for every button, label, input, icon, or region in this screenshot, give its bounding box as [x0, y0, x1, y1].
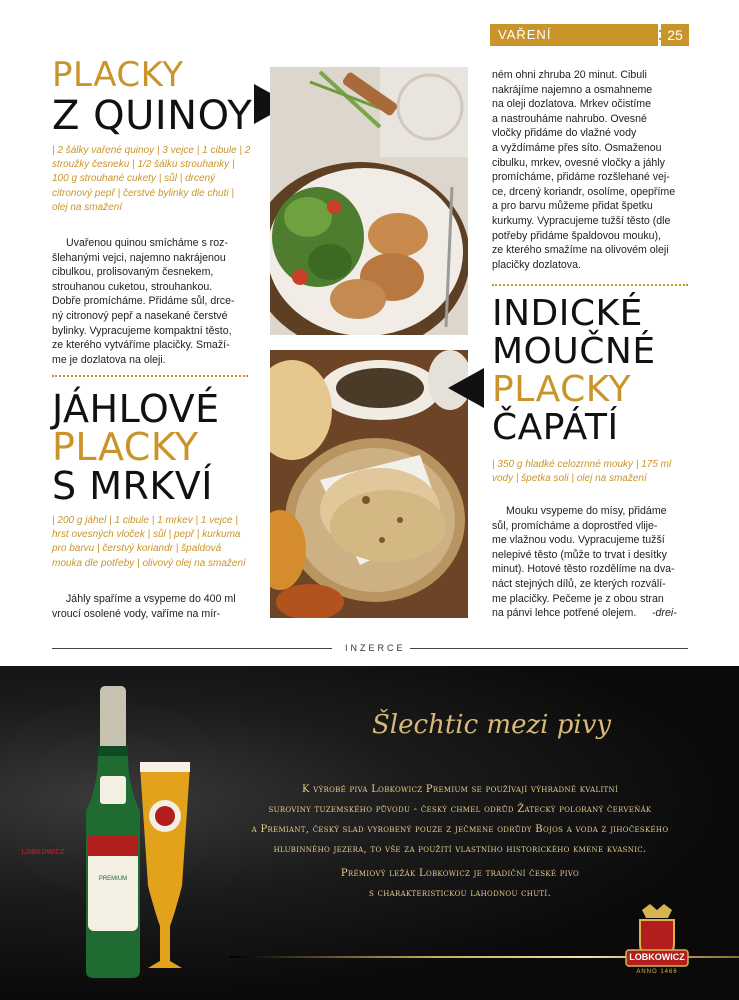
photo-chapati — [270, 350, 468, 618]
ad-copy-line: s charakteristickou lahodnou chutí. — [369, 888, 551, 899]
recipe1-ingredient: čerstvé bylinky dle chuti — [122, 187, 232, 199]
bottle-brand-label: LOBKOWICZ — [21, 849, 65, 856]
body-line: cibulkou, prolisovaným česnekem, — [52, 266, 214, 279]
ingredient-separator: | — [97, 543, 103, 555]
ingredient-separator: | — [571, 473, 577, 485]
body-line: ze kterého vytváříme placičky. Smaží- — [52, 339, 230, 352]
recipe2-ingredient: 1 cibule — [114, 515, 152, 526]
recipe2-continued — [492, 68, 690, 272]
recipe2-ingredient: čerstvý koriandr — [102, 543, 176, 555]
body-line: a vyždímáme přes síto. Osmaženou — [492, 141, 662, 154]
ingredient-separator: | — [235, 515, 238, 526]
ingredient-separator: | — [137, 557, 143, 569]
body-line: Uvařenou quinou smícháme s roz- — [66, 237, 228, 249]
recipe2-ingredient: sůl — [153, 529, 169, 541]
body-line: ném ohni zhruba 20 minut. Cibuli — [492, 69, 647, 81]
recipe1-body — [52, 236, 252, 367]
rule-left — [52, 648, 332, 649]
bottle-sub-label: PREMIUM — [98, 876, 128, 882]
body-line: na pánvi lehce potřené olejem. — [492, 607, 637, 620]
recipe2-ingredient: kurkuma pro barvu — [52, 529, 241, 555]
recipe3-title-line2: MOUČNÉ — [492, 331, 656, 372]
ad-copy-line: a Premiant, český slad vyrobený pouze z ječmene odrůdy Bojos a voda z jihočeského — [251, 824, 669, 835]
body-line: Jáhly spaříme a vsypeme do 400 ml — [66, 593, 236, 605]
body-line: cibulku, mrkev, ovesné vločky a jáhly — [492, 156, 665, 169]
body-line: strouhanou cuketou, strouhankou. — [52, 280, 213, 293]
ingredient-separator: | — [515, 473, 522, 485]
body-line: kurkumy. Vypracujeme tužší těsto (dle — [492, 214, 671, 227]
recipe2-ingredient: pepř — [173, 529, 197, 541]
ingredient-separator: | — [117, 187, 123, 199]
recipe3-ingredients — [492, 458, 690, 486]
ad-copy-line: suroviny tuzemského původu - český chmel odrůd Žatecký poloraný červeňák — [268, 804, 652, 815]
photo-chapati-art — [270, 350, 468, 618]
recipe2-ingredient: špaldová mouka dle potřeby — [52, 543, 222, 569]
body-line: ze kterého smažíme na olivovém oleji — [492, 244, 669, 257]
recipe2-body — [52, 592, 252, 621]
body-line: me placičky. Pečeme je z obou stran — [492, 592, 664, 605]
beer-bottle-and-glass-icon — [70, 686, 210, 986]
body-line: bylinky. Vypracujeme kompaktní těsto, — [52, 324, 232, 337]
body-line: nelepivé těsto (může to trvat i desítky — [492, 548, 667, 561]
ingredient-separator: | — [52, 145, 58, 156]
body-line: a pro barvu můžeme přidat špetku — [492, 200, 653, 213]
ingredient-separator: | — [196, 145, 203, 156]
recipe2-ingredient: olivový olej na smažení — [142, 557, 246, 569]
recipe1-ingredient: sůl — [164, 173, 180, 185]
ad-copy — [200, 780, 720, 860]
recipe2-title-line3: S MRKVÍ — [52, 464, 214, 508]
divider-dotted — [52, 375, 248, 377]
recipe3-ingredient: olej na smažení — [576, 473, 647, 485]
recipe3-body — [492, 504, 690, 621]
recipe2-ingredient: 1 vejce — [200, 515, 236, 526]
page-number: 25 — [659, 24, 689, 46]
body-line: Mouku vsypeme do mísy, přidáme — [506, 505, 667, 517]
recipe1-ingredient: 2 stroužky česneku — [52, 145, 251, 171]
ingredient-separator: | — [175, 543, 182, 555]
recipe1-ingredient: 1 cibule — [202, 145, 240, 156]
ingredient-separator: | — [635, 459, 642, 470]
inzerce-label: INZERCE — [345, 643, 406, 653]
ingredient-separator: | — [231, 187, 234, 199]
recipe1-ingredients — [52, 144, 252, 215]
ingredient-separator: | — [492, 459, 498, 470]
recipe1-title-line1: PLACKY — [52, 55, 184, 95]
recipe1-ingredient: 3 vejce — [162, 145, 197, 156]
recipe3-ingredient: 350 g hladké celozrnné mouky — [497, 459, 636, 470]
recipe3-ingredient: špetka soli — [521, 473, 572, 485]
body-line: me vlažnou vodu. Vypracujeme tužší — [492, 534, 665, 547]
body-line: šlehanými vejci, najemno nakrájenou — [52, 251, 226, 264]
photo-quinoa-patties — [270, 67, 468, 335]
body-line: náct stejných dílů, ze kterých rozválí- — [492, 577, 666, 590]
body-line: a nastrouháme nahrubo. Ovesné — [492, 112, 647, 125]
ad-copy-line: hlubinného jezera, to vše za použití vlastního historického kmene kvasnic. — [273, 844, 647, 855]
ingredient-separator: | — [239, 145, 245, 156]
body-line: na oleji dozlatova. Mrkev očistíme — [492, 98, 651, 111]
ingredient-separator: | — [196, 529, 203, 541]
body-line: me je dozlatova na oleji. — [52, 353, 166, 366]
ingredient-separator: | — [132, 159, 138, 171]
ingredient-separator: | — [52, 515, 58, 526]
ad-slogan: Šlechtic mezi pivy — [372, 710, 612, 740]
ingredient-separator: | — [156, 145, 163, 156]
ingredient-separator: | — [109, 515, 115, 526]
crest-brand-label: LOBKOWICZ — [629, 952, 685, 962]
recipe3-ingredient: 175 ml vody — [492, 459, 672, 485]
ingredient-separator: | — [151, 515, 158, 526]
ingredient-separator: | — [158, 173, 165, 185]
body-line: ný citronový pepř a nasekané čerstvé — [52, 309, 228, 322]
crest-year-label: ANNO 1466 — [636, 969, 678, 975]
ad-copy-line: K výrobě piva Lobkowicz Premium se používají výhradně kvalitní — [301, 784, 619, 795]
body-line: sůl, promícháme a doprostřed vlije- — [492, 519, 658, 532]
body-line: nakrájíme najemno a osmahneme — [492, 83, 653, 96]
recipe3-title-line1: INDICKÉ — [492, 293, 643, 334]
ad-copy-2 — [200, 864, 720, 904]
recipe2-ingredient: 200 g jáhel — [57, 515, 110, 526]
body-line: vroucí osolené vody, vaříme na mír- — [52, 607, 221, 620]
body-line: Dobře promícháme. Přidáme sůl, drce- — [52, 295, 235, 308]
body-line: ce, drcený koriandr, osolíme, opepříme — [492, 185, 676, 198]
lobkowicz-advertisement — [0, 666, 739, 1000]
ad-copy-line: Prémiový ležák Lobkowicz je tradiční české pivo — [340, 868, 580, 879]
photo-quinoa-patties-art — [270, 67, 468, 335]
recipe1-ingredient: 1/2 šálku strouhanky — [137, 159, 232, 171]
body-line: potřeby přidáme špaldovou mouku), — [492, 229, 662, 242]
ingredient-separator: | — [147, 529, 153, 541]
section-tab: VAŘENÍ — [490, 24, 658, 46]
divider-dotted — [492, 284, 688, 286]
recipe2-ingredients — [52, 514, 252, 571]
arrow-left-icon — [448, 368, 484, 408]
ingredient-separator: | — [195, 515, 201, 526]
recipe2-title-line1: JÁHLOVÉ — [52, 387, 220, 431]
ingredient-separator: | — [179, 173, 186, 185]
recipe1-title-line2: Z QUINOY — [52, 93, 253, 139]
rule-right — [410, 648, 688, 649]
recipe1-ingredient: 2 šálky vařené quinoy — [57, 145, 157, 156]
recipe2-ingredient: 1 mrkev — [157, 515, 196, 526]
recipe3-title-line3: PLACKY — [492, 369, 632, 410]
recipe3-title-line4: ČAPÁTÍ — [492, 407, 619, 448]
recipe2-ingredient: hrst ovesných vloček — [52, 529, 148, 541]
recipe1-ingredient: drcený citronový pepř — [52, 173, 216, 199]
body-line: promícháme, přidáme rozšlehané vej- — [492, 171, 670, 184]
body-line: placičky dozlatova. — [492, 258, 581, 271]
recipe1-ingredient: 100 g strouhané cukety — [52, 173, 159, 185]
body-line: vločky přidáme do vlažné vody — [492, 127, 637, 140]
body-line: minut). Hotové těsto rozdělíme na dva- — [492, 563, 675, 576]
ingredient-separator: | — [168, 529, 174, 541]
recipe2-title-line2: PLACKY — [52, 425, 199, 469]
ingredient-separator: | — [231, 159, 235, 171]
recipe1-ingredient: olej na smažení — [52, 201, 123, 213]
author-signature: -drei- — [652, 607, 677, 619]
